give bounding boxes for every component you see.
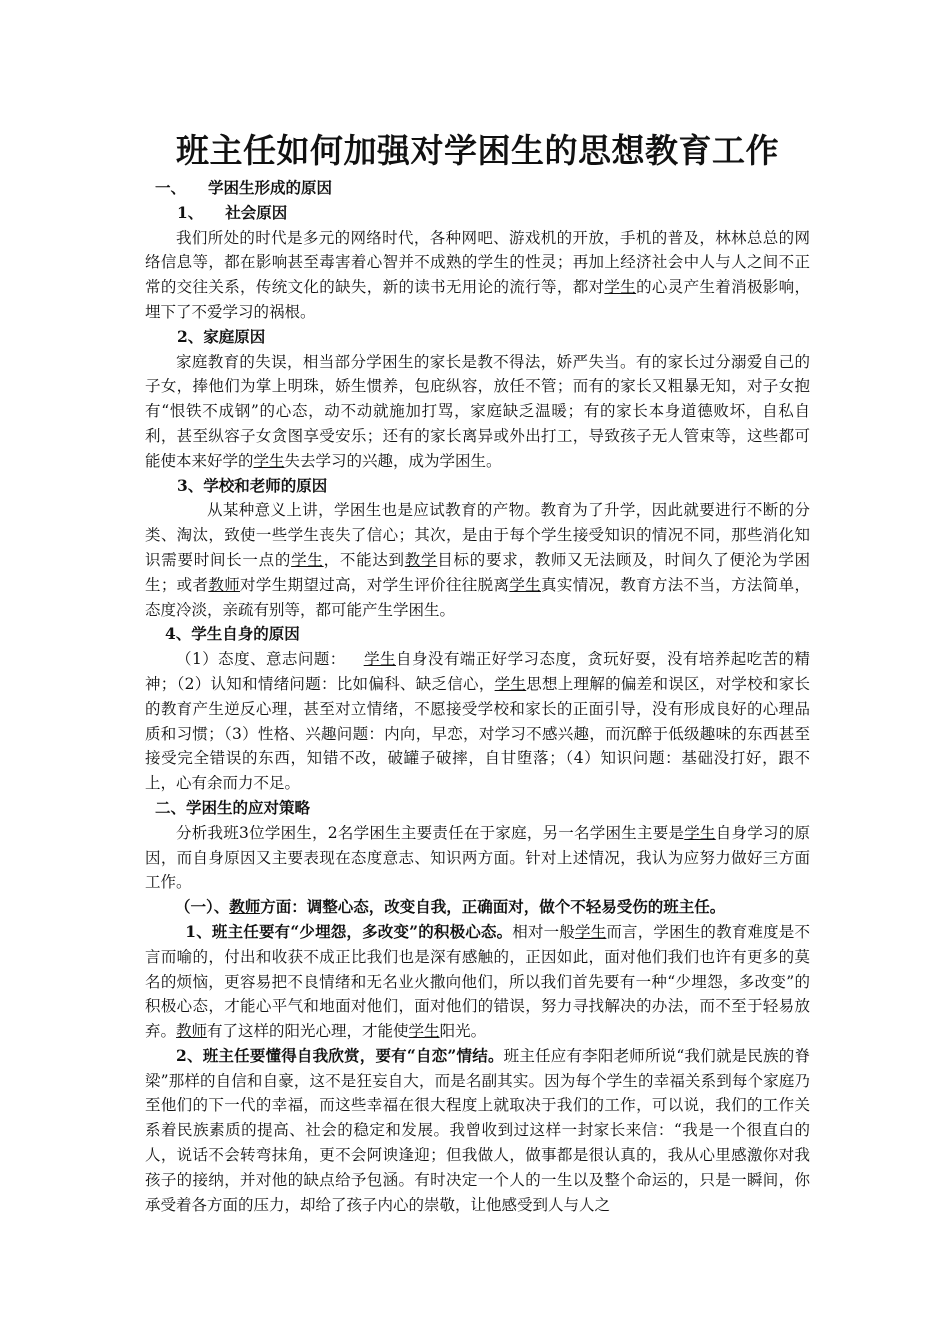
- subsection-title: 社会原因: [225, 202, 288, 222]
- underlined-term: 学生: [494, 674, 527, 693]
- paragraph-student-causes: [145, 647, 810, 796]
- text-run: 目标的要求，教师又无法顾及，时间久了便沦为学困生；或者: [145, 550, 810, 594]
- text-run: 思想上理解的偏差和误区，对学校和家长的教育产生逆反心理，甚至对立情绪，不愿接受学校和家长的正面引导，没有形成良好的心理品质和习惯；（3）性格、兴趣问题：内向，早恋，对学习不感兴趣，而沉醉于低级趣味的东西甚至接受完全错误的东西，知错不改，破罐子破摔，自甘堕落；（4）知识问题：基础没打好，跟不上，心有余而力不足。: [145, 674, 810, 793]
- text-run: 有了这样的阳光心理，才能使: [207, 1022, 409, 1041]
- text-run: 相对一般: [512, 922, 576, 941]
- section-number: 一、: [155, 178, 187, 197]
- section-heading-1: [145, 176, 810, 201]
- underlined-term: 学生: [684, 823, 716, 842]
- text-run: 从某种意义上讲，学困生也是应试教育的产物。教育为了升学，因此就要进行不断的分类、淘汰，致使一些学生丧失了信心；其次，是由于每个学生接受知识的情况不同，那些消化知识需要时间长一点的: [145, 501, 810, 569]
- underlined-term: 学生: [575, 922, 607, 941]
- text-run: 分析我班3位学困生，2名学困生主要责任在于家庭，另一名学困生主要是: [176, 823, 685, 842]
- paragraph-positive-attitude: [145, 920, 810, 1044]
- paragraph-school-causes: [145, 498, 810, 622]
- paragraph-strategy-intro: [145, 821, 810, 895]
- text-run: 而言，学困生的教育难度是不言而喻的，付出和收获不成正比我们也是深有感触的，正因如此，面对他们我们也许有更多的莫名的烦恼，更容易把不良情绪和无名业火撒向他们，所以我们首先要有一种“少埋怨，多改变”的积极心态，才能心平气和地面对他们，面对他们的错误，努力寻找解决的办法，而不至于轻易放弃。: [145, 922, 810, 1041]
- paragraph-self-appreciation: [145, 1044, 810, 1218]
- text-run: 班主任应有李阳老师所说“我们就是民族的脊梁”那样的自信和自豪，这不是狂妄自大，而是名副其实。因为每个学生的幸福关系到每个家庭乃至他们的下一代的幸福，而这些幸福在很大程度上就取决于我们的工作，可以说，我们的工作关系着民族素质的提高、社会的稳定和发展。我曾收到过这样一封家长来信：“我是一个很直白的人，说话不会转弯抹角，更不会阿谀逢迎；但我做人，做事都是很认真的，我从心里感激你对我孩子的接纳，并对他的缺点给予包涵。有时决定一个人的一生以及整个命运的，只是一瞬间，你承受着各方面的压力，却给了孩子内心的崇敬，让他感受到人与人之: [145, 1046, 810, 1214]
- section-title: 学困生形成的原因: [208, 178, 333, 197]
- text-run: 对学生期望过高，对学生评价往往脱离: [240, 575, 510, 594]
- text-run: 自身学习的原因，而自身原因又主要表现在态度意志、知识两方面。针对上述情况，我认为应努力做好三方面工作。: [145, 823, 810, 892]
- text-run: （一）、: [175, 897, 230, 917]
- paragraph-social-causes: [145, 226, 810, 325]
- bold-lead: 1、班主任要有“少埋怨，多改变”的积极心态。: [185, 921, 513, 941]
- text-run: 的心灵产生着消极影响，埋下了不爱学习的祸根。: [145, 278, 810, 321]
- text-run: 真实情况，教育方法不当，方法简单，态度冷淡，亲疏有别等，都可能产生学困生。: [145, 575, 810, 619]
- section-heading-2: 二、学困生的应对策略: [155, 797, 311, 817]
- underlined-term: 学生: [509, 575, 542, 594]
- text-run: （1）态度、意志问题：: [176, 650, 346, 669]
- text-run: 我们所处的时代是多元的网络时代，各种网吧、游戏机的开放，手机的普及，林林总总的网络信息等，都在影响甚至毒害着心智并不成熟的学生的性灵；再加上经济社会中人与人之间不正常的交往关系，传统文化的缺失，新的读书无用论的流行等，都对: [145, 228, 810, 297]
- text-run: ，不能达到: [323, 550, 405, 569]
- underlined-term: 学生: [604, 278, 637, 297]
- text-run: 阳光。: [439, 1022, 487, 1041]
- subsection-heading-4: 4、学生自身的原因: [165, 624, 300, 644]
- underlined-term: 学生: [253, 451, 285, 470]
- underlined-term: 学生: [408, 1022, 440, 1041]
- subsection-heading-3: 3、学校和老师的原因: [177, 475, 328, 495]
- underlined-term: 学生: [363, 650, 397, 669]
- paragraph-family-causes: [145, 350, 810, 474]
- subsection-heading-1: [145, 201, 810, 226]
- underlined-term: 教师: [176, 1022, 208, 1041]
- underlined-term: 教师: [229, 897, 261, 917]
- document-page: [145, 128, 810, 1217]
- subsection-heading-2: 2、家庭原因: [177, 326, 266, 346]
- underlined-term: 学生: [291, 550, 324, 569]
- document-title: 班主任如何加强对学困生的思想教育工作: [176, 131, 779, 170]
- underlined-term: 教师: [208, 575, 241, 594]
- text-run: 自身没有端正好学习态度，贪玩好耍，没有培养起吃苦的精神；（2）认知和情绪问题：比如偏科、缺乏信心，: [145, 650, 810, 693]
- bold-lead: 2、班主任要懂得自我欣赏，要有“自恋”情结。: [176, 1045, 504, 1065]
- text-run: 方面：调整心态，改变自我，正确面对，做个不轻易受伤的班主任。: [260, 897, 726, 917]
- strategy-heading-teacher: [145, 895, 810, 920]
- text-run: 失去学习的兴趣，成为学困生。: [284, 451, 502, 470]
- underlined-term: 教学: [404, 550, 438, 569]
- text-run: 家庭教育的失误，相当部分学困生的家长是教不得法，娇严失当。有的家长过分溺爱自己的子女，捧他们为掌上明珠，娇生惯养，包庇纵容，放任不管；而有的家长又粗暴无知，对子女抱有“恨铁不成钢”的心态，动不动就施加打骂，家庭缺乏温暖；有的家长本身道德败坏，自私自利，甚至纵容子女贪图享受安乐；还有的家长离异或外出打工，导致孩子无人管束等，这些都可能使本来好学的: [145, 352, 810, 470]
- subsection-number: 1、: [177, 202, 204, 222]
